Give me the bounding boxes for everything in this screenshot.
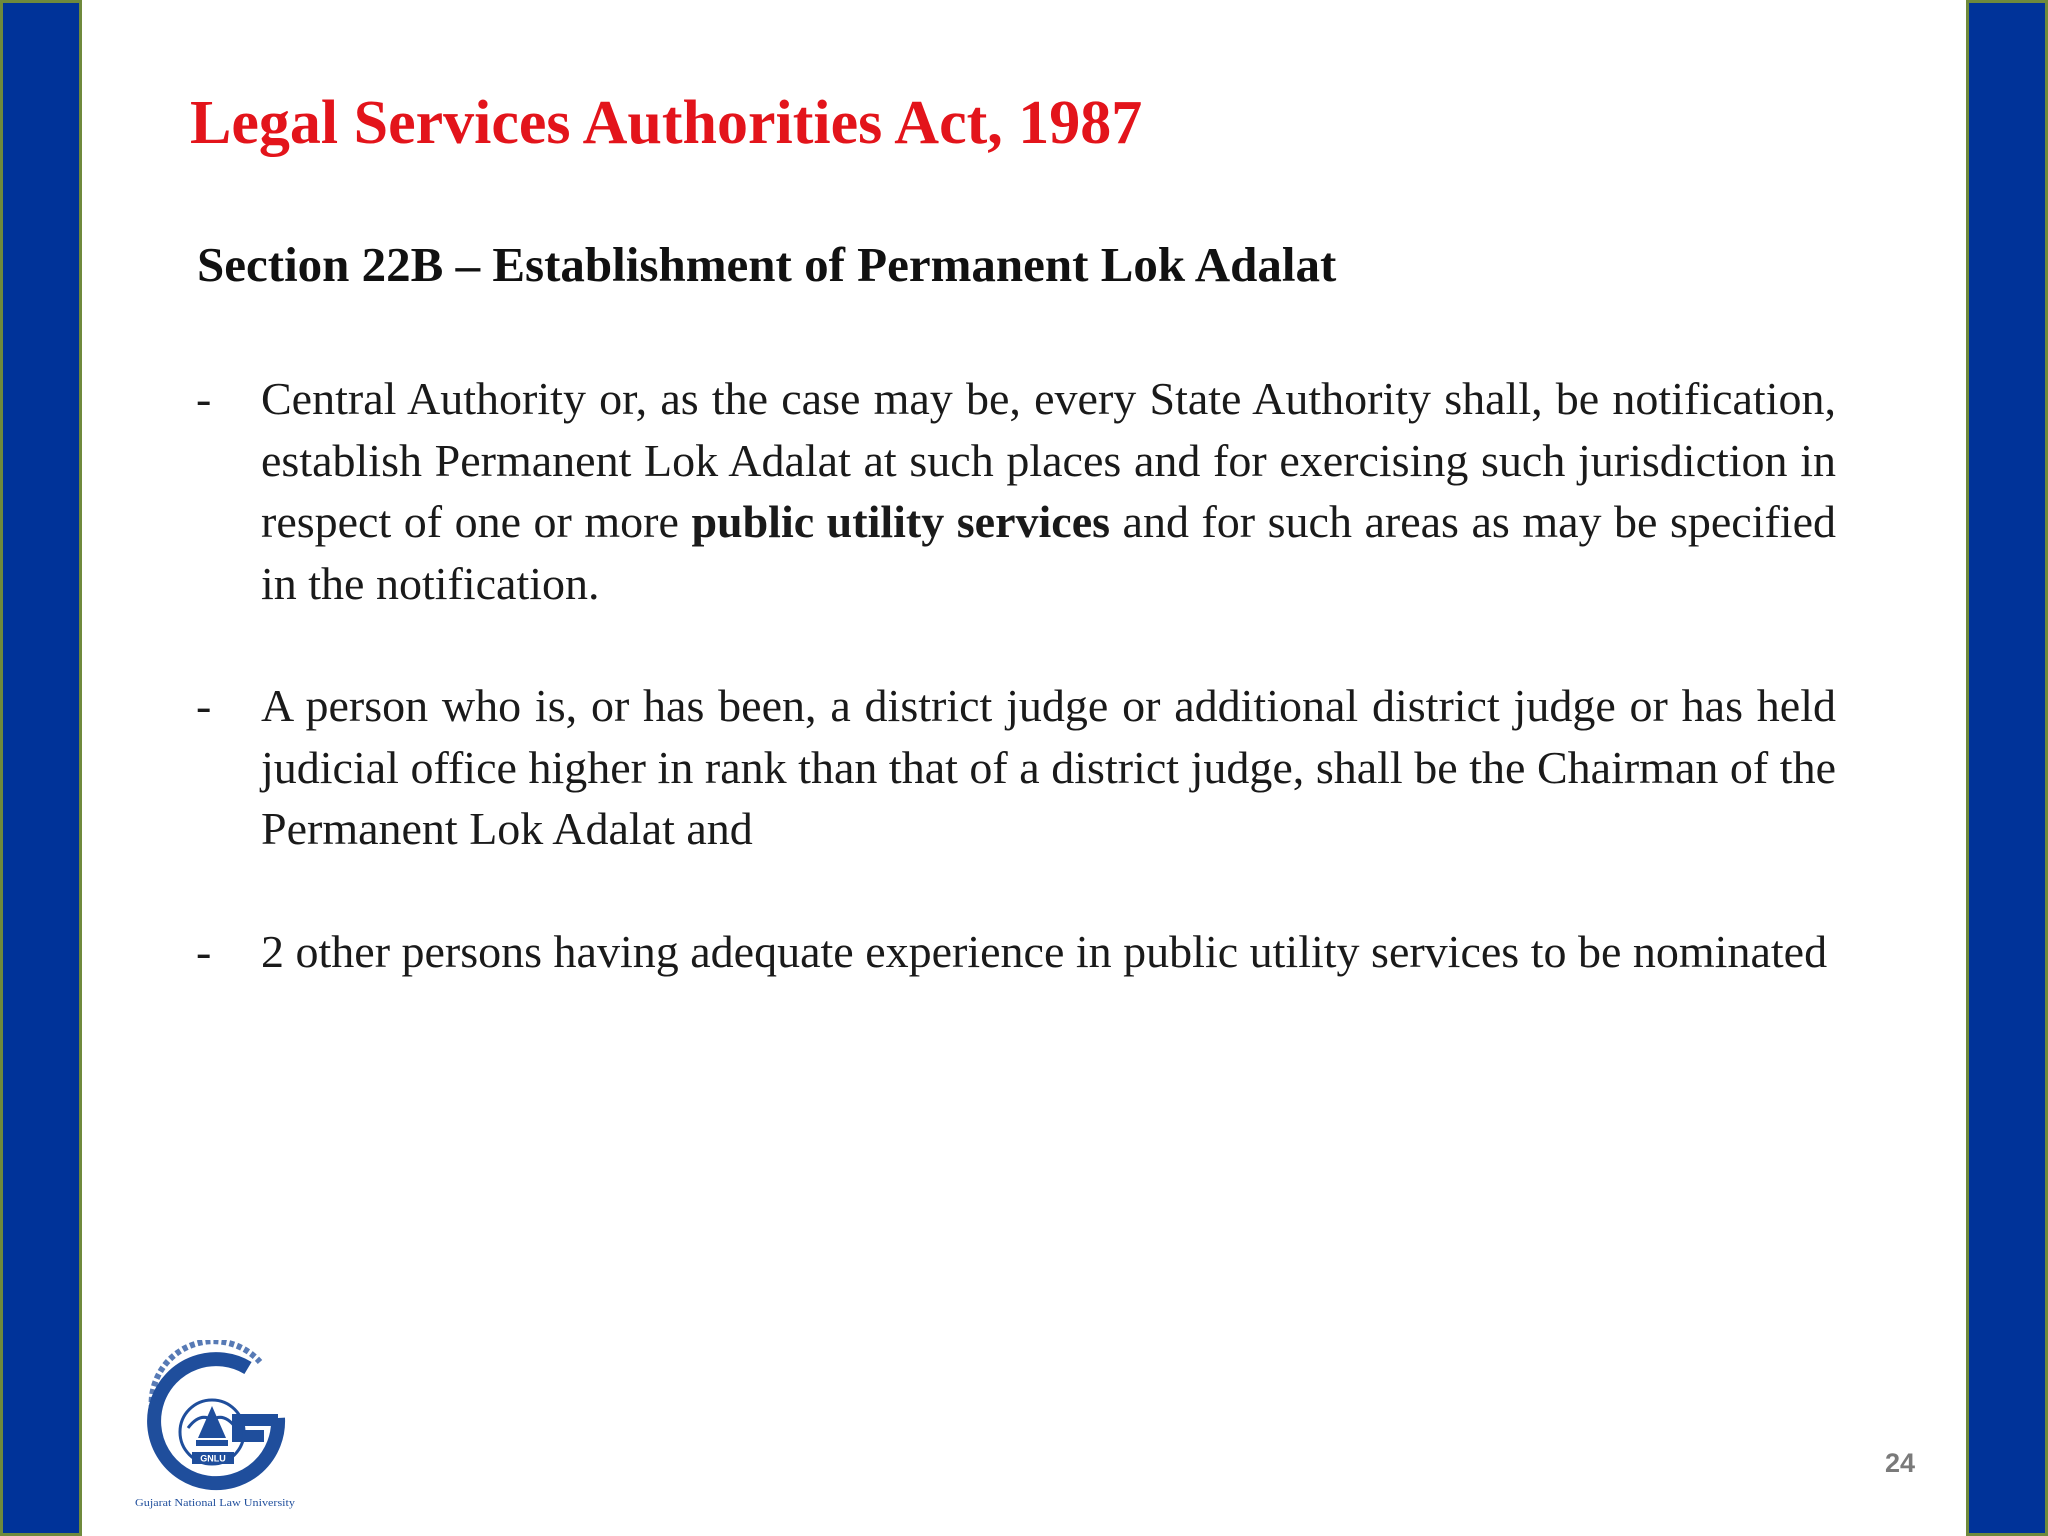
left-side-bar [0, 0, 82, 1536]
bullet-text-part: and for such areas as may be specified in the notification. [261, 496, 1837, 609]
bullet-text-part: Central Authority or, as the case may be, every State Authority shall, be notification, establish Permanent Lok Adalat at such places and for exercising such jurisdiction in respect of one or more [261, 373, 1836, 547]
page-number: 24 [1885, 1448, 1916, 1478]
bullet-text [261, 368, 1836, 614]
bullet-item-3 [196, 921, 1836, 983]
right-side-bar [1966, 0, 2048, 1536]
bullet-item-2 [196, 675, 1836, 860]
logo-caption: Gujarat National Law University [135, 1497, 296, 1509]
logo-initials: GNLU [200, 1453, 226, 1464]
bullet-text: A person who is, or has been, a district judge or additional district judge or has held judicial office higher in rank than that of a district judge, shall be the Chairman of the Permanent Lok Adalat and [261, 680, 1836, 854]
bullet-list [196, 368, 1836, 1043]
bullet-marker: - [196, 373, 212, 424]
bullet-item-1 [196, 368, 1836, 614]
gnlu-emblem-icon [130, 1340, 300, 1512]
slide-title: Legal Services Authorities Act, 1987 [190, 89, 1143, 157]
bullet-bold-text: public utility services [691, 496, 1111, 547]
bullet-marker: - [196, 680, 212, 731]
gnlu-logo [130, 1340, 300, 1512]
bullet-marker: - [196, 925, 212, 977]
bullet-text: 2 other persons having adequate experience in public utility services to be nominated [261, 925, 1828, 977]
section-heading: Section 22B – Establishment of Permanent Lok Adalat [197, 237, 1337, 292]
